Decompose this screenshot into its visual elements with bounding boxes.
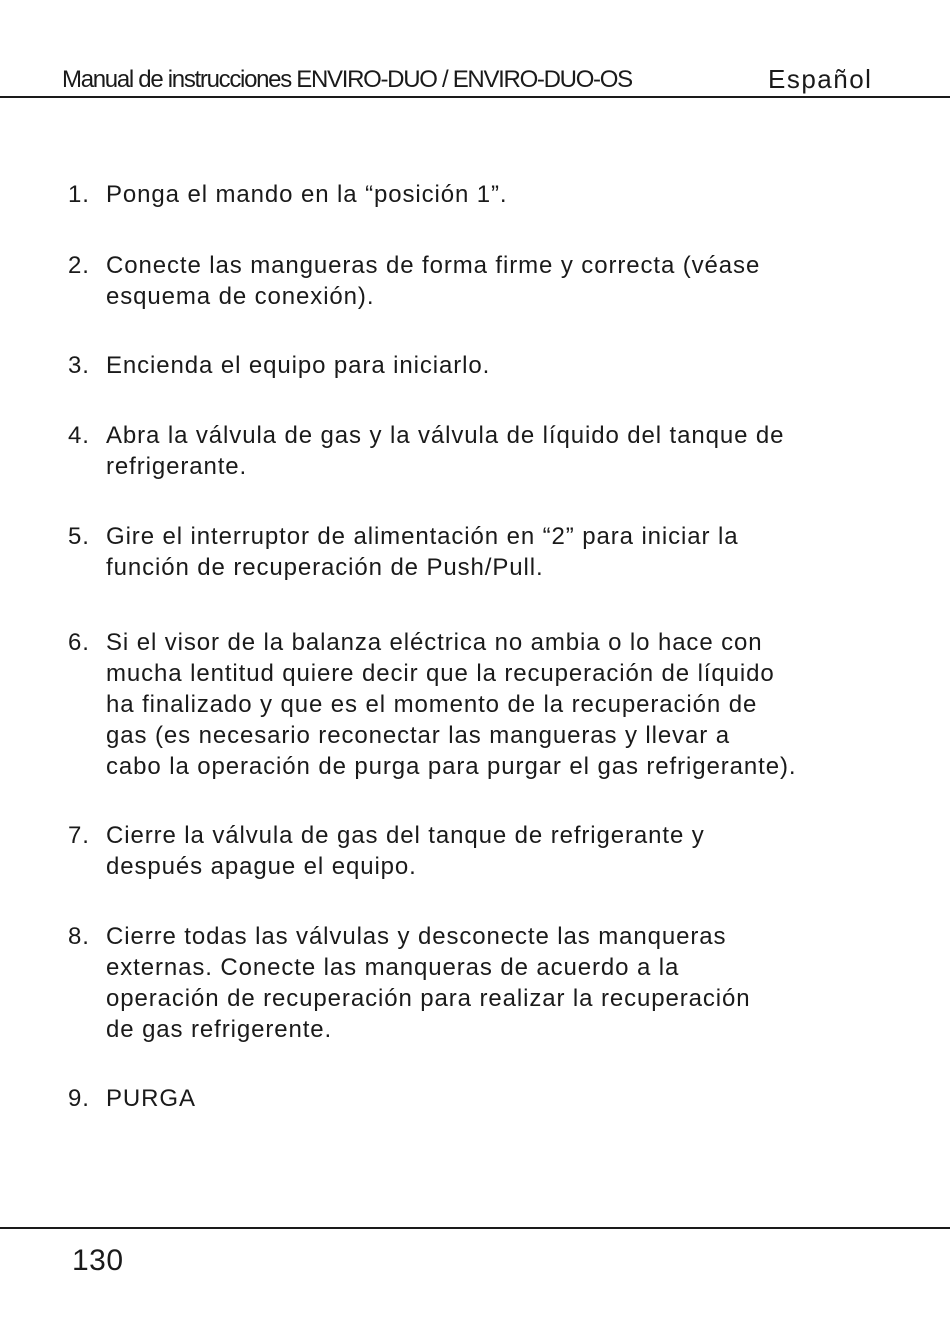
step-number: 1. <box>68 181 90 208</box>
step-line: cabo la operación de purga para purgar el gas refrigerante). <box>106 753 797 780</box>
footer-divider <box>0 1227 950 1229</box>
page-number: 130 <box>72 1244 124 1277</box>
step-number: 3. <box>68 352 90 379</box>
step-line: PURGA <box>106 1085 196 1112</box>
step-line: ha finalizado y que es el momento de la recuperación de <box>106 691 758 718</box>
language-label: Español <box>768 64 873 94</box>
step-line: Abra la válvula de gas y la válvula de líquido del tanque de <box>106 422 785 449</box>
step-text <box>106 1083 918 1114</box>
step-text <box>106 250 918 312</box>
manual-title: Manual de instrucciones ENVIRO-DUO / ENVIRO-DUO-OS <box>62 66 632 93</box>
step-number: 7. <box>68 822 90 849</box>
step-line: Cierre todas las válvulas y desconecte las manqueras <box>106 923 727 950</box>
step-number: 8. <box>68 923 90 950</box>
step-text <box>106 350 918 381</box>
step-line: de gas refrigerente. <box>106 1016 333 1043</box>
step-number: 2. <box>68 252 90 279</box>
step-line: Ponga el mando en la “posición 1”. <box>106 181 508 208</box>
step-line: Conecte las mangueras de forma firme y correcta (véase <box>106 252 761 279</box>
step-line: mucha lentitud quiere decir que la recuperación de líquido <box>106 660 775 687</box>
step-number: 6. <box>68 629 90 656</box>
step-line: esquema de conexión). <box>106 283 375 310</box>
step-line: Encienda el equipo para iniciarlo. <box>106 352 491 379</box>
step-line: externas. Conecte las manqueras de acuerdo a la <box>106 954 680 981</box>
header-divider <box>0 96 950 98</box>
step-line: después apague el equipo. <box>106 853 417 880</box>
step-text <box>106 820 918 882</box>
step-number: 9. <box>68 1085 90 1112</box>
step-text <box>106 627 918 782</box>
step-text <box>106 420 918 482</box>
page-header <box>0 0 950 98</box>
step-number: 4. <box>68 422 90 449</box>
step-number: 5. <box>68 523 90 550</box>
step-text <box>106 521 918 583</box>
step-line: Si el visor de la balanza eléctrica no ambia o lo hace con <box>106 629 763 656</box>
step-line: Gire el interruptor de alimentación en “2” para iniciar la <box>106 523 739 550</box>
step-text <box>106 921 918 1045</box>
step-line: refrigerante. <box>106 453 248 480</box>
step-line: función de recuperación de Push/Pull. <box>106 554 544 581</box>
step-line: Cierre la válvula de gas del tanque de refrigerante y <box>106 822 705 849</box>
step-line: gas (es necesario reconectar las mangueras y llevar a <box>106 722 730 749</box>
step-line: operación de recuperación para realizar la recuperación <box>106 985 751 1012</box>
step-text <box>106 179 918 210</box>
